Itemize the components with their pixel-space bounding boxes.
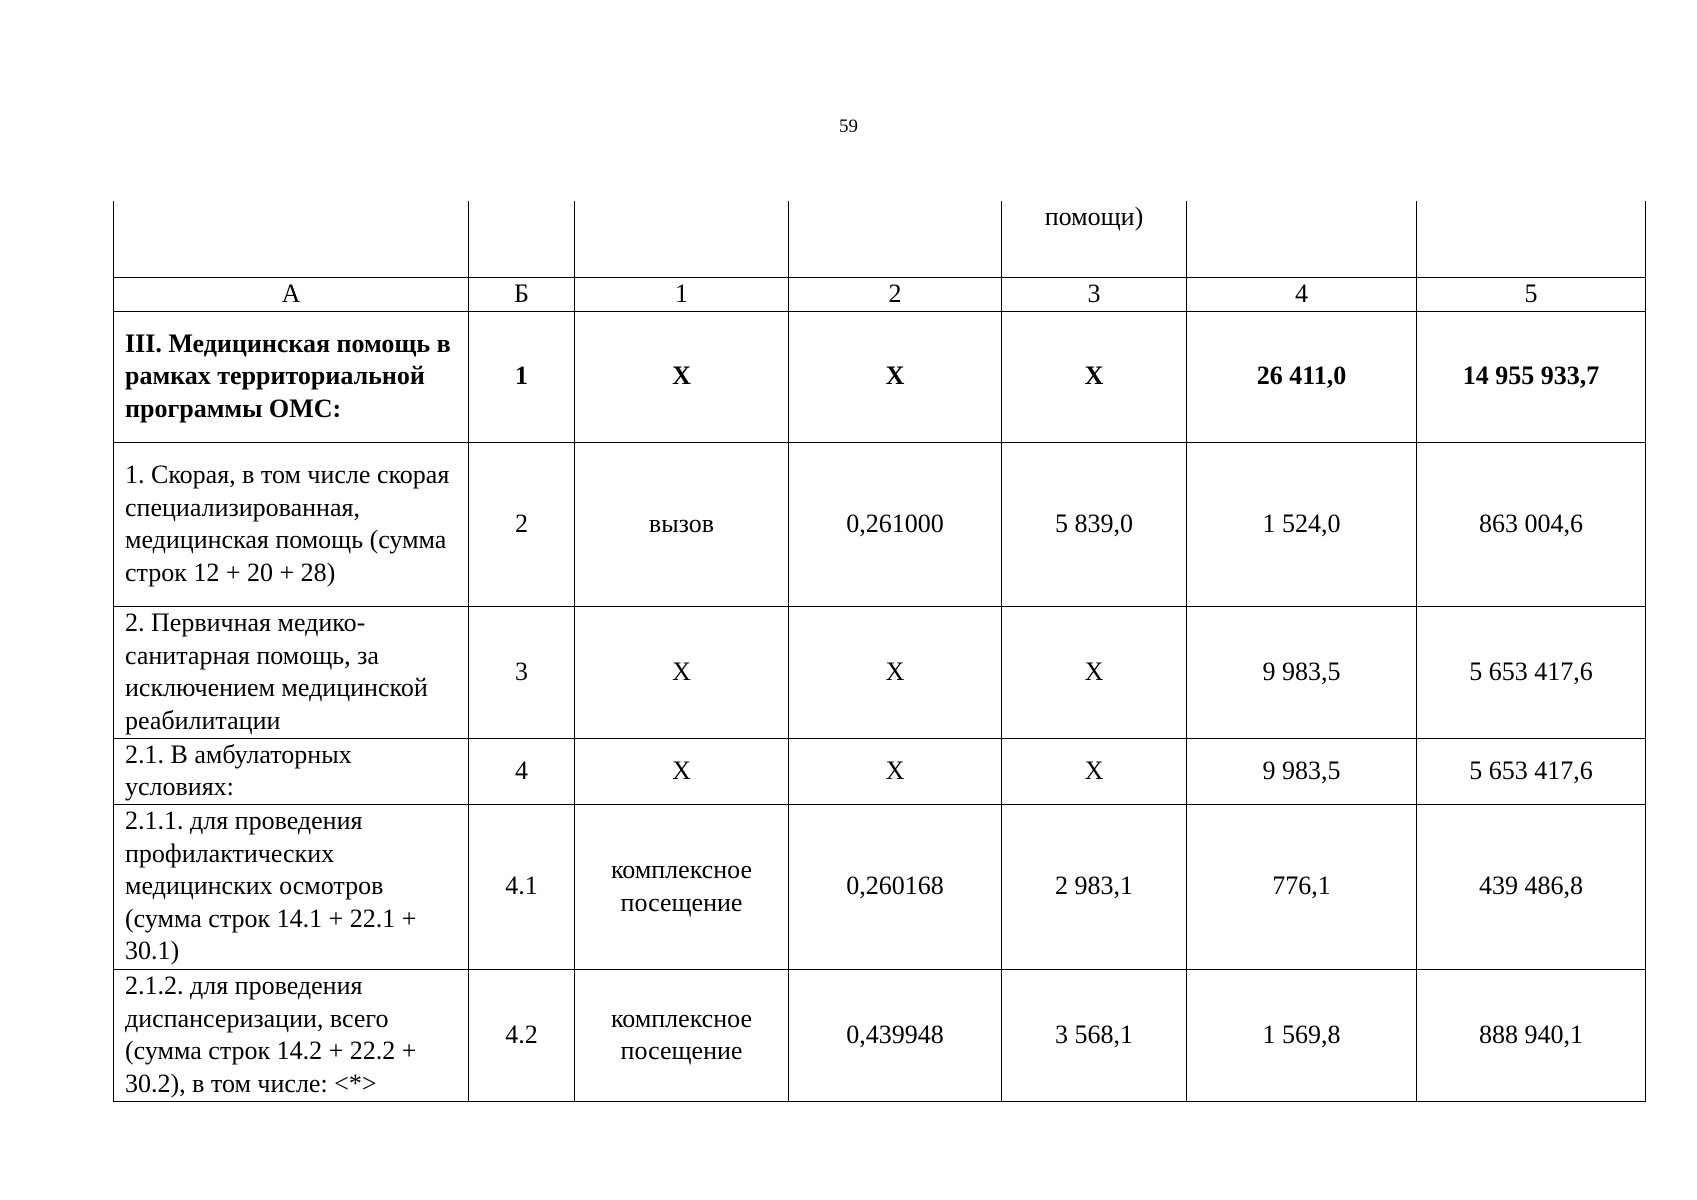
line-number-cell: 2 (469, 442, 575, 606)
norm-cost-cell: Х (1002, 311, 1187, 442)
norm-cost-cell: 3 568,1 (1002, 969, 1187, 1101)
norm-cost-cell: 2 983,1 (1002, 804, 1187, 969)
unit-cell: вызов (575, 442, 789, 606)
header-cell (1187, 201, 1417, 277)
line-number-cell: 4 (469, 738, 575, 804)
unit-cell: комплексное посещение (575, 969, 789, 1101)
per-capita-cell: 9 983,5 (1187, 606, 1417, 738)
row-name-cell: 2. Первичная медико-санитарная помощь, за исключением медицинской реабилитации (114, 606, 469, 738)
column-index-cell: А (114, 277, 469, 311)
header-cell: помощи) (1002, 201, 1187, 277)
norm-volume-cell: Х (789, 311, 1002, 442)
line-number-cell: 4.2 (469, 969, 575, 1101)
column-index-cell: 1 (575, 277, 789, 311)
header-cell (1417, 201, 1646, 277)
page-number: 59 (839, 116, 858, 137)
total-cell: 888 940,1 (1417, 969, 1646, 1101)
table-row (114, 311, 1646, 442)
unit-cell: комплексное посещение (575, 804, 789, 969)
column-index-cell: 3 (1002, 277, 1187, 311)
per-capita-cell: 26 411,0 (1187, 311, 1417, 442)
norm-cost-cell: Х (1002, 606, 1187, 738)
line-number-cell: 3 (469, 606, 575, 738)
column-index-cell: 5 (1417, 277, 1646, 311)
row-name-cell: 2.1.2. для проведения диспансеризации, всего (сумма строк 14.2 + 22.2 + 30.2), в том числе: <*> (114, 969, 469, 1101)
column-index-cell: 2 (789, 277, 1002, 311)
program-table (113, 201, 1646, 1102)
column-index-cell: Б (469, 277, 575, 311)
total-cell: 5 653 417,6 (1417, 738, 1646, 804)
header-cell (469, 201, 575, 277)
header-cell (114, 201, 469, 277)
norm-volume-cell: 0,439948 (789, 969, 1002, 1101)
row-name-cell: III. Медицинская помощь в рамках территориальной программы ОМС: (114, 311, 469, 442)
table-row (114, 442, 1646, 606)
unit-cell: Х (575, 311, 789, 442)
norm-volume-cell: 0,261000 (789, 442, 1002, 606)
per-capita-cell: 776,1 (1187, 804, 1417, 969)
unit-cell: Х (575, 738, 789, 804)
per-capita-cell: 1 524,0 (1187, 442, 1417, 606)
norm-cost-cell: Х (1002, 738, 1187, 804)
per-capita-cell: 1 569,8 (1187, 969, 1417, 1101)
unit-cell: Х (575, 606, 789, 738)
column-index-row (114, 277, 1646, 311)
table-row (114, 606, 1646, 738)
norm-volume-cell: Х (789, 738, 1002, 804)
total-cell: 863 004,6 (1417, 442, 1646, 606)
per-capita-cell: 9 983,5 (1187, 738, 1417, 804)
total-cell: 14 955 933,7 (1417, 311, 1646, 442)
total-cell: 439 486,8 (1417, 804, 1646, 969)
header-cell (789, 201, 1002, 277)
total-cell: 5 653 417,6 (1417, 606, 1646, 738)
norm-volume-cell: 0,260168 (789, 804, 1002, 969)
row-name-cell: 2.1.1. для проведения профилактических медицинских осмотров (сумма строк 14.1 + 22.1 + 30.1) (114, 804, 469, 969)
continued-header-row (114, 201, 1646, 277)
column-index-cell: 4 (1187, 277, 1417, 311)
line-number-cell: 4.1 (469, 804, 575, 969)
table-row (114, 738, 1646, 804)
row-name-cell: 1. Скорая, в том числе скорая специализированная, медицинская помощь (сумма строк 12 + 20 + 28) (114, 442, 469, 606)
norm-volume-cell: Х (789, 606, 1002, 738)
line-number-cell: 1 (469, 311, 575, 442)
norm-cost-cell: 5 839,0 (1002, 442, 1187, 606)
table-row (114, 969, 1646, 1101)
header-cell (575, 201, 789, 277)
table-row (114, 804, 1646, 969)
row-name-cell: 2.1. В амбулаторных условиях: (114, 738, 469, 804)
